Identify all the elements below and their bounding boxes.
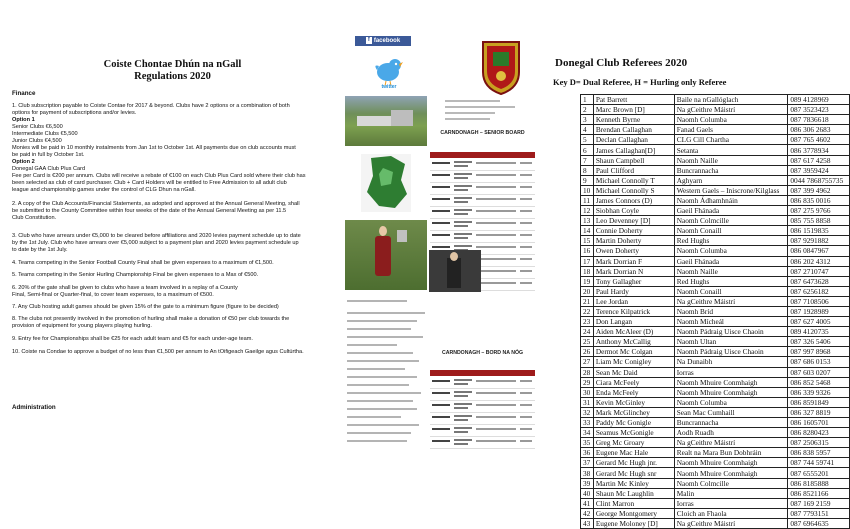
- referee-name: Mark Dorrian N: [593, 266, 674, 276]
- referee-club: Baile na nGallóglach: [674, 95, 788, 105]
- referee-number: 9: [581, 175, 594, 185]
- text-line: [347, 328, 411, 330]
- referee-number: 16: [581, 246, 594, 256]
- referee-row: [581, 155, 850, 165]
- regulation-line: Final, Semi-final or Quarter-final, to cover team expenses, to a maximum of €500.: [12, 292, 214, 298]
- referee-name: Pat Barrett: [593, 95, 674, 105]
- referee-row: [581, 175, 850, 185]
- referee-row: [581, 266, 850, 276]
- referee-name: Connie Doherty: [593, 226, 674, 236]
- referee-phone: 087 603 0207: [788, 367, 850, 377]
- bord-na-nog-heading: CARNDONAGH – BORD NA NÓG: [441, 350, 524, 356]
- referee-number: 27: [581, 357, 594, 367]
- referee-phone: 086 8521166: [788, 488, 850, 498]
- referee-name: Don Langan: [593, 317, 674, 327]
- referee-number: 4: [581, 125, 594, 135]
- table-row: [430, 401, 535, 413]
- referee-club: Iorras: [674, 498, 788, 508]
- regulation-line: 7. Any Club hosting adult games should be given 15% of the gate to a minimum figure (figure to be decided): [12, 304, 279, 310]
- referee-number: 14: [581, 226, 594, 236]
- club-grounds-photo: [345, 96, 427, 146]
- referee-phone: 087 2710747: [788, 266, 850, 276]
- referee-phone: 089 4120735: [788, 327, 850, 337]
- regulation-line: Fee per Card is €200 per annum. Clubs will receive a rebate of €100 on each Club Plus Card sold where their club has: [12, 173, 306, 179]
- referee-number: 11: [581, 195, 594, 205]
- referee-row: [581, 367, 850, 377]
- referee-name: Paddy Mc Gonigle: [593, 418, 674, 428]
- referee-name: Lee Jordan: [593, 296, 674, 306]
- referee-club: Naomh Mícheál: [674, 317, 788, 327]
- referee-club: Naomh Mhuire Conmhaigh: [674, 458, 788, 468]
- table-row: [430, 207, 535, 219]
- facebook-badge[interactable]: f facebook: [355, 36, 411, 46]
- referee-club: Naomh Pádraig Uisce Chaoin: [674, 327, 788, 337]
- referees-key: Key D= Dual Referee, H = Hurling only Referee: [553, 77, 727, 87]
- referee-number: 21: [581, 296, 594, 306]
- referee-phone: 087 9291882: [788, 236, 850, 246]
- text-line: [347, 352, 413, 354]
- referee-row: [581, 337, 850, 347]
- referee-number: 10: [581, 185, 594, 195]
- referee-number: 33: [581, 418, 594, 428]
- referee-club: Naomh Ádhamhnáin: [674, 195, 788, 205]
- referee-row: [581, 125, 850, 135]
- referee-phone: 086 835 0016: [788, 195, 850, 205]
- referee-number: 23: [581, 317, 594, 327]
- referee-name: Terence Kilpatrick: [593, 306, 674, 316]
- referee-phone: 086 1519835: [788, 226, 850, 236]
- referee-phone: 087 1928989: [788, 306, 850, 316]
- referee-row: [581, 468, 850, 478]
- referee-row: [581, 115, 850, 125]
- referee-club: Naomh Columba: [674, 115, 788, 125]
- text-line: [347, 300, 407, 302]
- referee-phone: 086 3778934: [788, 145, 850, 155]
- text-line: [347, 312, 425, 314]
- regulation-line: 1. Club subscription payable to Coiste Contae for 2017 & beyond. Clubs have 2 options or a combination of both: [12, 103, 290, 109]
- referee-phone: 087 6473628: [788, 276, 850, 286]
- regulation-line: to date by the 1st July.: [12, 247, 68, 253]
- referee-name: Enda McFeely: [593, 387, 674, 397]
- referee-row: [581, 236, 850, 246]
- referee-number: 20: [581, 286, 594, 296]
- referee-number: 3: [581, 115, 594, 125]
- referee-club: Fanad Gaels: [674, 125, 788, 135]
- referee-club: Aodh Ruadh: [674, 428, 788, 438]
- referee-club: Naomh Bríd: [674, 306, 788, 316]
- referee-name: Declan Callaghan: [593, 135, 674, 145]
- table-row: [430, 425, 535, 437]
- regulation-line: 2. A copy of the Club Accounts/Financial Statements, as adopted and approved at the Annual General Meeting, shall: [12, 201, 300, 207]
- referee-club: Naomh Columba: [674, 397, 788, 407]
- regulation-line: be paid in full by October 1st.: [12, 152, 85, 158]
- regulation-line: Senior Clubs €6,500: [12, 124, 63, 130]
- referee-name: Martin Doherty: [593, 236, 674, 246]
- referee-number: 1: [581, 95, 594, 105]
- referee-row: [581, 428, 850, 438]
- referee-number: 37: [581, 458, 594, 468]
- regulation-line: Intermediate Clubs €5,500: [12, 131, 78, 137]
- regulation-line: 8. The clubs not presently involved in the promotion of hurling shall make a donation of €50 per club towards the: [12, 316, 290, 322]
- table-row: [430, 231, 535, 243]
- finance-heading: Finance: [12, 90, 36, 97]
- referee-row: [581, 377, 850, 387]
- twitter-bird-icon: [373, 54, 403, 88]
- referee-row: [581, 306, 850, 316]
- referee-name: Paul Clifford: [593, 165, 674, 175]
- referee-number: 25: [581, 337, 594, 347]
- referee-phone: 087 627 4005: [788, 317, 850, 327]
- text-line: [347, 320, 417, 322]
- referee-club: Na gCeithre Máistrí: [674, 438, 788, 448]
- referee-phone: 087 6256182: [788, 286, 850, 296]
- referee-row: [581, 246, 850, 256]
- referee-club: Naomh Colmcille: [674, 478, 788, 488]
- table-row: [430, 437, 535, 449]
- referee-name: Eugene Moloney [D]: [593, 518, 674, 528]
- referee-row: [581, 478, 850, 488]
- referee-row: [581, 145, 850, 155]
- referee-phone: 086 8591849: [788, 397, 850, 407]
- referee-number: 41: [581, 498, 594, 508]
- referee-club: Gaeil Fhánada: [674, 206, 788, 216]
- referee-club: Gaeil Fhánada: [674, 256, 788, 266]
- referee-phone: 087 169 2159: [788, 498, 850, 508]
- referee-number: 32: [581, 407, 594, 417]
- regulation-line: 6. 20% of the gate shall be given to clubs who have a team involved in a replay of a County: [12, 285, 238, 291]
- referee-number: 30: [581, 387, 594, 397]
- referee-club: Malin: [674, 488, 788, 498]
- referee-club: Cloich an Fhaola: [674, 508, 788, 518]
- table-row: [430, 159, 535, 171]
- referee-phone: 087 6964635: [788, 518, 850, 528]
- referee-number: 36: [581, 448, 594, 458]
- text-line: [347, 376, 417, 378]
- regulations-page: [0, 0, 345, 446]
- referee-row: [581, 206, 850, 216]
- referee-row: [581, 317, 850, 327]
- referee-phone: 0044 7868755735: [788, 175, 850, 185]
- referee-name: Paul Hardy: [593, 286, 674, 296]
- referee-row: [581, 357, 850, 367]
- referee-name: Liam Mc Conigley: [593, 357, 674, 367]
- text-line: [347, 408, 417, 410]
- referee-row: [581, 488, 850, 498]
- regulation-line: provision of equipment for young players playing hurling.: [12, 323, 152, 329]
- referee-number: 7: [581, 155, 594, 165]
- referee-number: 24: [581, 327, 594, 337]
- referee-name: Shaun Mc Laughlin: [593, 488, 674, 498]
- referee-row: [581, 458, 850, 468]
- referee-phone: 087 275 9766: [788, 206, 850, 216]
- referee-name: Sean Mc Daid: [593, 367, 674, 377]
- referee-row: [581, 327, 850, 337]
- referee-phone: 087 3959424: [788, 165, 850, 175]
- referee-row: [581, 256, 850, 266]
- referee-number: 38: [581, 468, 594, 478]
- text-line: [347, 392, 421, 394]
- regulations-title: Coiste Chontae Dhún na nGall: [103, 59, 242, 70]
- referee-phone: 087 617 4258: [788, 155, 850, 165]
- referee-name: Mark McGlinchey: [593, 407, 674, 417]
- referee-name: Michael Connolly T: [593, 175, 674, 185]
- referee-club: CLG Cill Chartha: [674, 135, 788, 145]
- table-row: [430, 413, 535, 425]
- referee-number: 31: [581, 397, 594, 407]
- regulation-line: Junior Clubs €4,500: [12, 138, 62, 144]
- referee-number: 6: [581, 145, 594, 155]
- referee-name: Kevin McGinley: [593, 397, 674, 407]
- regulation-line: 3. Club who have arrears under €5,000 to be cleared before affiliations and 2020 levies payment schedule up to date: [12, 233, 301, 239]
- regulation-line: by the 1st July. Club who have arrears over €5,000 subject to a payment plan and 2020 levies payment schedule up: [12, 240, 299, 246]
- referee-number: 19: [581, 276, 594, 286]
- referee-club: Buncrannacha: [674, 165, 788, 175]
- referee-number: 34: [581, 428, 594, 438]
- referee-phone: 085 755 8858: [788, 216, 850, 226]
- referee-phone: 089 4128969: [788, 95, 850, 105]
- regulation-line: Monies will be paid in 10 monthly instalments from Jan 1st to October 1st. All payments due on club accounts must: [12, 145, 296, 151]
- referee-name: Kenneth Byrne: [593, 115, 674, 125]
- referee-phone: 087 399 4962: [788, 185, 850, 195]
- table-row: [430, 219, 535, 231]
- referee-number: 28: [581, 367, 594, 377]
- text-line: [347, 384, 409, 386]
- referee-number: 2: [581, 105, 594, 115]
- referee-row: [581, 105, 850, 115]
- bord-na-nog-table-header: [430, 370, 535, 376]
- regulation-line: 10. Coiste na Condae to approve a budget of no less than €1,500 per annum to An tOifigeach Gaeilge agus Cultúrtha.: [12, 349, 304, 355]
- referee-phone: 086 0847967: [788, 246, 850, 256]
- referee-phone: 087 765 4602: [788, 135, 850, 145]
- text-line: [347, 424, 419, 426]
- referee-row: [581, 296, 850, 306]
- regulation-line: Option 2: [12, 159, 35, 165]
- referee-club: Buncrannacha: [674, 418, 788, 428]
- referee-row: [581, 397, 850, 407]
- text-line: [347, 336, 423, 338]
- referee-club: Na Dunaibh: [674, 357, 788, 367]
- referee-number: 42: [581, 508, 594, 518]
- referee-row: [581, 448, 850, 458]
- referee-club: Red Hughs: [674, 276, 788, 286]
- text-line: [347, 344, 397, 346]
- regulation-line: options for payment of subscriptions and/or levies.: [12, 110, 137, 116]
- referee-phone: 087 7836618: [788, 115, 850, 125]
- referee-phone: 086 306 2683: [788, 125, 850, 135]
- referee-phone: 087 7793151: [788, 508, 850, 518]
- referee-number: 29: [581, 377, 594, 387]
- referee-number: 17: [581, 256, 594, 266]
- referee-club: Naomh Naille: [674, 155, 788, 165]
- referee-name: Ciara McFeely: [593, 377, 674, 387]
- newsletter-page: [345, 0, 535, 446]
- referee-name: Tony Gallagher: [593, 276, 674, 286]
- referee-club: Naomh Columba: [674, 246, 788, 256]
- referee-name: Eugene Mac Hale: [593, 448, 674, 458]
- referee-number: 13: [581, 216, 594, 226]
- referee-name: Gerard Mc Hugh jnr.: [593, 458, 674, 468]
- referee-row: [581, 216, 850, 226]
- referee-number: 43: [581, 518, 594, 528]
- regulation-line: 4. Teams competing in the Senior Football County Final shall be given expenses to a maximum of €1,500.: [12, 260, 274, 266]
- referee-number: 8: [581, 165, 594, 175]
- referee-club: Realt na Mara Bun Dobhráin: [674, 448, 788, 458]
- text-line: [347, 432, 411, 434]
- referee-name: Aiden McAleer (D): [593, 327, 674, 337]
- referee-number: 22: [581, 306, 594, 316]
- referee-row: [581, 518, 850, 528]
- referee-row: [581, 438, 850, 448]
- senior-board-heading: CARNDONAGH – SENIOR BOARD: [440, 130, 525, 136]
- referee-name: Mark Dorrian F: [593, 256, 674, 266]
- referee-row: [581, 276, 850, 286]
- referee-row: [581, 165, 850, 175]
- referee-club: Na gCeithre Máistrí: [674, 105, 788, 115]
- text-line: [347, 440, 407, 442]
- referee-name: Seamus McGonigle: [593, 428, 674, 438]
- referee-club: Na gCeithre Máistrí: [674, 518, 788, 528]
- presentation-photo: [429, 250, 481, 292]
- referee-row: [581, 347, 850, 357]
- referee-club: Naomh Mhuire Conmhaigh: [674, 377, 788, 387]
- referee-phone: 086 1605701: [788, 418, 850, 428]
- regulation-line: been selected as club of card purchaser. Club + Card Holders will be entitled to Free Admission to all adult club: [12, 180, 287, 186]
- referee-phone: 087 744 59741: [788, 458, 850, 468]
- referee-name: Martin Mc Kinley: [593, 478, 674, 488]
- referee-name: Gerard Mc Hugh snr: [593, 468, 674, 478]
- referee-name: James Connors (D): [593, 195, 674, 205]
- referees-table: [580, 94, 850, 529]
- referee-phone: 087 7108506: [788, 296, 850, 306]
- referee-club: Na gCeithre Máistrí: [674, 296, 788, 306]
- referee-row: [581, 407, 850, 417]
- facebook-icon: f: [367, 36, 370, 43]
- referee-phone: 086 838 5957: [788, 448, 850, 458]
- referee-club: Naomh Ultan: [674, 337, 788, 347]
- referee-phone: 086 339 9326: [788, 387, 850, 397]
- referee-row: [581, 418, 850, 428]
- referee-phone: 086 8185888: [788, 478, 850, 488]
- referee-club: Aghyarn: [674, 175, 788, 185]
- referee-name: Anthony McCallig: [593, 337, 674, 347]
- referee-number: 35: [581, 438, 594, 448]
- referee-name: Michael Connolly S: [593, 185, 674, 195]
- referee-club: Naomh Mhuire Conmhaigh: [674, 387, 788, 397]
- referee-phone: 087 3523423: [788, 105, 850, 115]
- referee-number: 26: [581, 347, 594, 357]
- regulation-line: be submitted to the County Committee within four weeks of the date of the Annual General Meeting as per 11.5: [12, 208, 287, 214]
- referee-row: [581, 135, 850, 145]
- table-row: [430, 377, 535, 389]
- referee-club: Western Gaels – Iniscrone/Kilglass: [674, 185, 788, 195]
- twitter-label: twitter: [381, 84, 397, 90]
- referee-club: Setanta: [674, 145, 788, 155]
- team-trophy-photo: [345, 220, 427, 290]
- referee-row: [581, 508, 850, 518]
- referee-name: Greg Mc Groary: [593, 438, 674, 448]
- regulation-line: Option 1: [12, 117, 35, 123]
- regulation-line: Donegal GAA Club Plus Card: [12, 166, 86, 172]
- referee-phone: 087 686 0153: [788, 357, 850, 367]
- text-line: [347, 368, 405, 370]
- table-row: [430, 183, 535, 195]
- club-crest-logo: [479, 38, 523, 96]
- table-row: [430, 389, 535, 401]
- referee-club: Naomh Conaill: [674, 286, 788, 296]
- referees-title: Donegal Club Referees 2020: [555, 57, 688, 69]
- referees-page: [535, 0, 850, 528]
- referee-name: Siobhan Coyle: [593, 206, 674, 216]
- referee-number: 15: [581, 236, 594, 246]
- referee-phone: 087 326 5406: [788, 337, 850, 347]
- regulation-line: Club Constitution.: [12, 215, 57, 221]
- table-row: [430, 195, 535, 207]
- referee-club: Sean Mac Cumhaill: [674, 407, 788, 417]
- referee-club: Naomh Pádraig Uisce Chaoin: [674, 347, 788, 357]
- referee-club: Naomh Conaill: [674, 226, 788, 236]
- referee-name: George Montgomery: [593, 508, 674, 518]
- referee-phone: 086 202 4312: [788, 256, 850, 266]
- referee-row: [581, 185, 850, 195]
- referee-name: Owen Doherty: [593, 246, 674, 256]
- referee-row: [581, 226, 850, 236]
- referee-phone: 087 2506315: [788, 438, 850, 448]
- referee-row: [581, 195, 850, 205]
- referee-row: [581, 387, 850, 397]
- referee-name: Dermot Mc Colgan: [593, 347, 674, 357]
- referee-number: 40: [581, 488, 594, 498]
- text-line: [347, 400, 413, 402]
- referee-row: [581, 286, 850, 296]
- referee-club: Iorras: [674, 367, 788, 377]
- referee-name: Brendan Callaghan: [593, 125, 674, 135]
- administration-heading: Administration: [12, 404, 56, 411]
- referee-name: Marc Brown [D]: [593, 105, 674, 115]
- referee-club: Naomh Colmcille: [674, 216, 788, 226]
- referee-name: James Callaghan[D]: [593, 145, 674, 155]
- referee-name: Leo Devenney [D]: [593, 216, 674, 226]
- senior-board-table-header: [430, 152, 535, 158]
- referee-phone: 087 6555201: [788, 468, 850, 478]
- regulation-line: 5. Teams competing in the Senior Hurling Championship Final be given expenses to a Max of €500.: [12, 272, 259, 278]
- referee-phone: 086 327 8819: [788, 407, 850, 417]
- donegal-map: [361, 154, 411, 212]
- referee-name: Clint Marron: [593, 498, 674, 508]
- regulation-line: 9. Entry fee for Championships shall be €25 for each adult team and €5 for each under-age team.: [12, 336, 253, 342]
- referee-name: Shaun Campbell: [593, 155, 674, 165]
- referee-phone: 086 852 5468: [788, 377, 850, 387]
- referee-phone: 087 997 8968: [788, 347, 850, 357]
- referee-number: 12: [581, 206, 594, 216]
- referee-phone: 086 8280423: [788, 428, 850, 438]
- text-line: [347, 360, 419, 362]
- referee-row: [581, 498, 850, 508]
- referee-club: Red Hughs: [674, 236, 788, 246]
- referee-club: Naomh Naille: [674, 266, 788, 276]
- referee-number: 18: [581, 266, 594, 276]
- referee-club: Naomh Mhuire Conmhaigh: [674, 468, 788, 478]
- regulations-subtitle: Regulations 2020: [134, 71, 211, 82]
- regulation-line: league and championship games under the control of CLG Dhun na nGall.: [12, 187, 196, 193]
- referee-row: [581, 95, 850, 105]
- referee-number: 5: [581, 135, 594, 145]
- table-row: [430, 171, 535, 183]
- referee-number: 39: [581, 478, 594, 488]
- text-line: [347, 416, 401, 418]
